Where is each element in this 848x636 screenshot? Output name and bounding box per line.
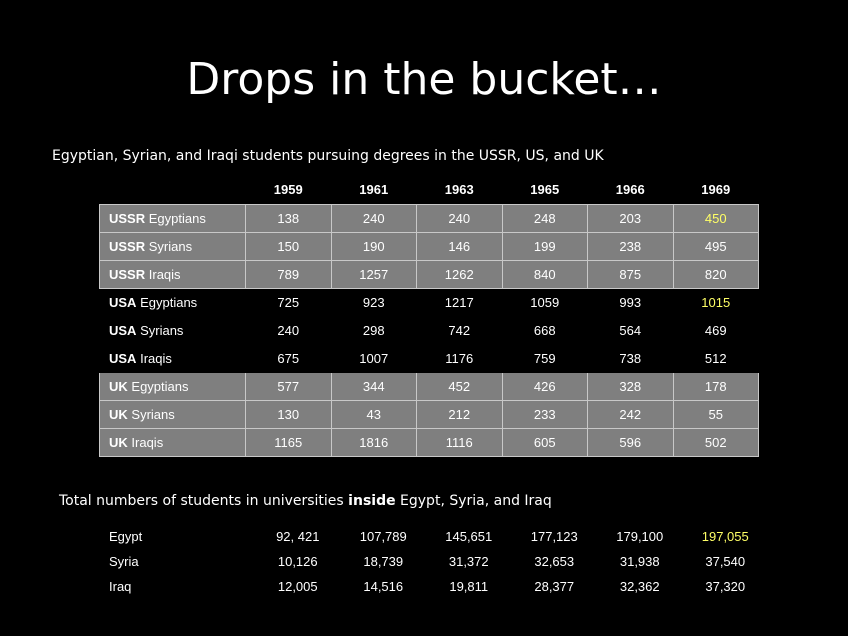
row-label — [100, 204, 246, 232]
table-cell: 502 — [673, 428, 759, 456]
table-cell: 742 — [417, 316, 503, 344]
table-cell: 1059 — [502, 288, 588, 316]
table-cell: 150 — [246, 232, 332, 260]
row-label-country: UK — [109, 378, 128, 394]
row-label — [100, 400, 246, 428]
table-cell: 759 — [502, 344, 588, 372]
table-cell: 31,938 — [619, 554, 660, 569]
table-row — [100, 316, 759, 344]
row-label — [100, 372, 246, 400]
table-cell: 1116 — [417, 428, 503, 456]
table-row — [100, 400, 759, 428]
table-cell: 238 — [588, 232, 674, 260]
caption-text-bold: inside — [348, 493, 396, 509]
table-row — [100, 372, 759, 400]
year-header: 1966 — [615, 182, 645, 198]
table-cell: 212 — [417, 400, 503, 428]
table-row — [100, 204, 759, 232]
table-row — [100, 428, 759, 456]
row-label-country: USSR — [109, 210, 146, 226]
table-cell: 10,126 — [277, 554, 318, 569]
row-label — [100, 232, 246, 260]
row-label-country: USA — [109, 350, 137, 366]
table-cell: 1262 — [417, 260, 503, 288]
year-header: 1959 — [273, 182, 303, 198]
row-label-group: Egyptians — [131, 378, 189, 394]
table-cell: 240 — [331, 204, 417, 232]
table-cell: 178 — [673, 372, 759, 400]
year-header: 1961 — [359, 182, 389, 198]
students-abroad-table — [99, 176, 759, 457]
table-cell: 789 — [246, 260, 332, 288]
table-cell: 1007 — [331, 344, 417, 372]
row-label-country: USSR — [109, 238, 146, 254]
table-row — [99, 574, 768, 599]
table-cell: 469 — [673, 316, 759, 344]
row-label-group: Egyptians — [148, 210, 206, 226]
table-cell: 1176 — [417, 344, 503, 372]
table-cell: 37,540 — [705, 554, 746, 569]
table-cell: 12,005 — [277, 579, 318, 594]
table-cell: 875 — [588, 260, 674, 288]
row-label — [100, 428, 246, 456]
table-cell: 668 — [502, 316, 588, 344]
table-row — [100, 260, 759, 288]
table-cell: 107,789 — [359, 529, 407, 544]
table-cell: 738 — [588, 344, 674, 372]
caption-text-start: Total numbers of students in universities — [59, 493, 349, 509]
caption-text-end: Egypt, Syria, and Iraq — [395, 493, 552, 509]
table-cell: 344 — [331, 372, 417, 400]
table-cell: 130 — [246, 400, 332, 428]
row-label — [100, 316, 246, 344]
table-row — [100, 232, 759, 260]
table-cell: 190 — [331, 232, 417, 260]
row-label-country: UK — [109, 434, 128, 450]
table-cell: 240 — [417, 204, 503, 232]
row-label-group: Iraqis — [148, 266, 181, 282]
table-cell: 725 — [246, 288, 332, 316]
row-label-group: Egyptians — [140, 294, 198, 310]
row-label: Iraq — [109, 579, 132, 594]
row-label — [100, 260, 246, 288]
table-cell: 1816 — [331, 428, 417, 456]
year-header-row — [100, 176, 759, 204]
table-cell: 32,362 — [619, 579, 660, 594]
row-label-group: Syrians — [140, 322, 184, 338]
row-label-country: UK — [109, 406, 128, 422]
table-cell: 1217 — [417, 288, 503, 316]
table-cell: 179,100 — [616, 529, 664, 544]
table-cell: 32,653 — [534, 554, 575, 569]
table-cell: 840 — [502, 260, 588, 288]
table-row — [99, 549, 768, 574]
table-cell: 92, 421 — [276, 529, 320, 544]
table-cell: 19,811 — [449, 579, 489, 594]
corner-cell — [100, 176, 246, 204]
table-cell: 596 — [588, 428, 674, 456]
table-cell: 242 — [588, 400, 674, 428]
table-cell: 138 — [246, 204, 332, 232]
table-cell: 577 — [246, 372, 332, 400]
table-cell: 43 — [331, 400, 417, 428]
table-cell: 512 — [673, 344, 759, 372]
table-cell: 145,651 — [445, 529, 493, 544]
table-cell: 1257 — [331, 260, 417, 288]
table-cell: 199 — [502, 232, 588, 260]
table-cell: 993 — [588, 288, 674, 316]
row-label: Syria — [109, 554, 139, 569]
year-header: 1969 — [701, 182, 731, 198]
table-cell: 450 — [673, 204, 759, 232]
table-row — [100, 344, 759, 372]
row-label-country: USA — [109, 294, 137, 310]
table-cell: 426 — [502, 372, 588, 400]
table-cell: 1015 — [673, 288, 759, 316]
table-cell: 675 — [246, 344, 332, 372]
table-cell: 1165 — [246, 428, 332, 456]
row-label-group: Syrians — [131, 406, 175, 422]
table-cell: 233 — [502, 400, 588, 428]
table-cell: 923 — [331, 288, 417, 316]
table-cell: 605 — [502, 428, 588, 456]
row-label: Egypt — [109, 529, 143, 544]
table-row — [99, 524, 768, 549]
table-cell: 820 — [673, 260, 759, 288]
table-cell: 28,377 — [534, 579, 575, 594]
domestic-totals-table — [99, 524, 768, 599]
table-cell: 564 — [588, 316, 674, 344]
row-label-group: Iraqis — [131, 434, 164, 450]
table-cell: 14,516 — [363, 579, 404, 594]
row-label-group: Syrians — [148, 238, 193, 254]
table-cell: 452 — [417, 372, 503, 400]
table-cell: 31,372 — [448, 554, 489, 569]
table-cell: 177,123 — [530, 529, 578, 544]
row-label-country: USSR — [109, 266, 146, 282]
table-cell: 18,739 — [363, 554, 404, 569]
table-cell: 298 — [331, 316, 417, 344]
year-header: 1965 — [530, 182, 560, 198]
table-cell: 248 — [502, 204, 588, 232]
table-cell: 197,055 — [701, 529, 749, 544]
table-cell: 55 — [673, 400, 759, 428]
table-cell: 495 — [673, 232, 759, 260]
row-label — [100, 288, 246, 316]
table-row — [100, 288, 759, 316]
table-cell: 146 — [417, 232, 503, 260]
table-caption-abroad: Egyptian, Syrian, and Iraqi students pursuing degrees in the USSR, US, and UK — [52, 148, 604, 164]
table-cell: 240 — [246, 316, 332, 344]
row-label-country: USA — [109, 322, 137, 338]
table-cell: 328 — [588, 372, 674, 400]
row-label-group: Iraqis — [140, 350, 172, 366]
table-cell: 203 — [588, 204, 674, 232]
table-caption-domestic — [59, 493, 552, 509]
row-label — [100, 344, 246, 372]
slide-title: Drops in the bucket… — [186, 54, 662, 105]
year-header: 1963 — [444, 182, 474, 198]
table-cell: 37,320 — [705, 579, 746, 594]
